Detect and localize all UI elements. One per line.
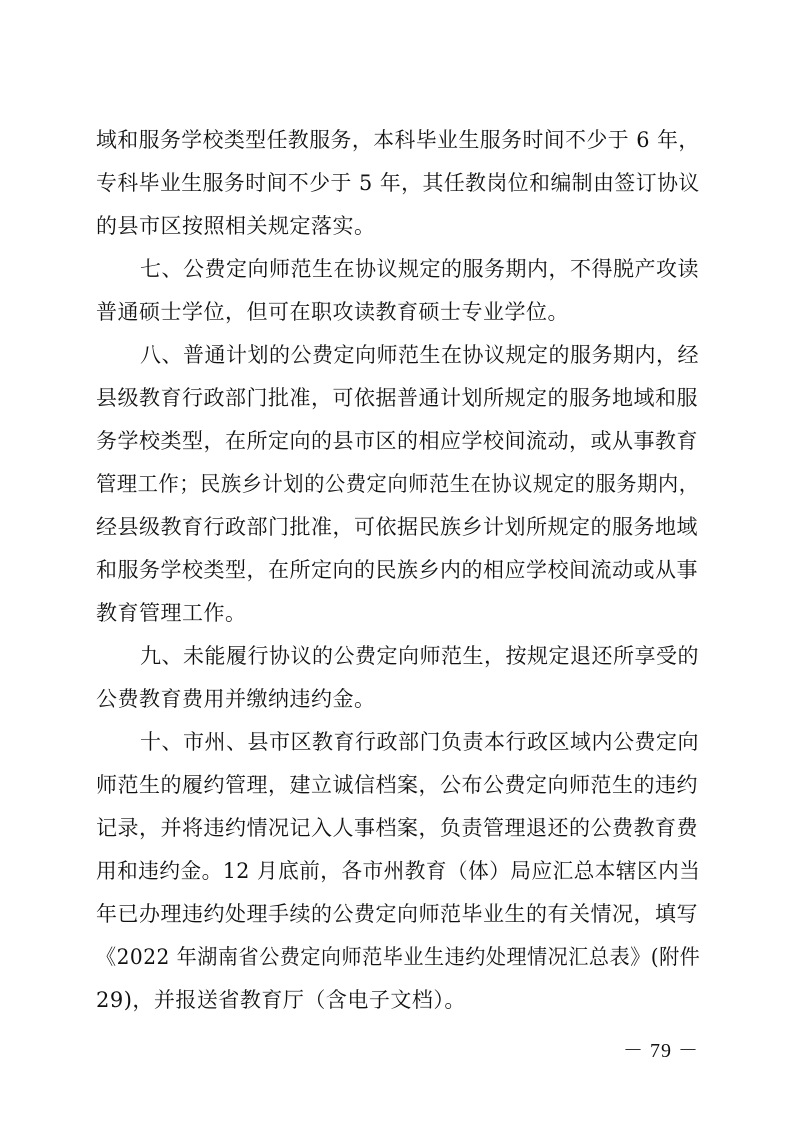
body-line-8: 务学校类型，在所定向的县市区的相应学校间流动，或从事教育	[96, 429, 698, 453]
body-line-4: 七、公费定向师范生在协议规定的服务期内，不得脱产攻读	[140, 257, 699, 281]
body-line-10: 经县级教育行政部门批准，可依据民族乡计划所规定的服务地域	[96, 515, 698, 539]
body-line-15: 十、市州、县市区教育行政部门负责本行政区域内公费定向	[140, 730, 699, 754]
body-line-14: 公费教育费用并缴纳违约金。	[96, 687, 376, 711]
body-line-2: 专科毕业生服务时间不少于 5 年，其任教岗位和编制由签订协议	[96, 171, 700, 195]
body-line-9: 管理工作；民族乡计划的公费定向师范生在协议规定的服务期内，	[96, 472, 700, 496]
body-line-18: 用和违约金。12 月底前，各市州教育（体）局应汇总本辖区内当	[96, 859, 701, 883]
body-line-7: 县级教育行政部门批准，可依据普通计划所规定的服务地域和服	[96, 386, 698, 410]
body-line-5: 普通硕士学位，但可在职攻读教育硕士专业学位。	[96, 300, 569, 324]
page-number: － 79 －	[623, 1040, 699, 1062]
body-line-11: 和服务学校类型，在所定向的民族乡内的相应学校间流动或从事	[96, 558, 698, 582]
body-line-16: 师范生的履约管理，建立诚信档案，公布公费定向师范生的违约	[96, 773, 698, 797]
body-line-21: 29)，并报送省教育厅（含电子文档）。	[96, 988, 466, 1012]
body-line-3: 的县市区按照相关规定落实。	[96, 214, 376, 238]
body-line-13: 九、未能履行协议的公费定向师范生，按规定退还所享受的	[140, 644, 699, 668]
body-line-12: 教育管理工作。	[96, 601, 247, 625]
body-line-6: 八、普通计划的公费定向师范生在协议规定的服务期内，经	[140, 343, 699, 367]
body-line-17: 记录，并将违约情况记入人事档案，负责管理退还的公费教育费	[96, 816, 698, 840]
body-line-1: 域和服务学校类型任教服务，本科毕业生服务时间不少于 6 年，	[96, 128, 700, 152]
body-line-20: 《2022 年湖南省公费定向师范毕业生违约处理情况汇总表》(附件	[96, 945, 701, 969]
body-line-19: 年已办理违约处理手续的公费定向师范毕业生的有关情况，填写	[96, 902, 698, 926]
